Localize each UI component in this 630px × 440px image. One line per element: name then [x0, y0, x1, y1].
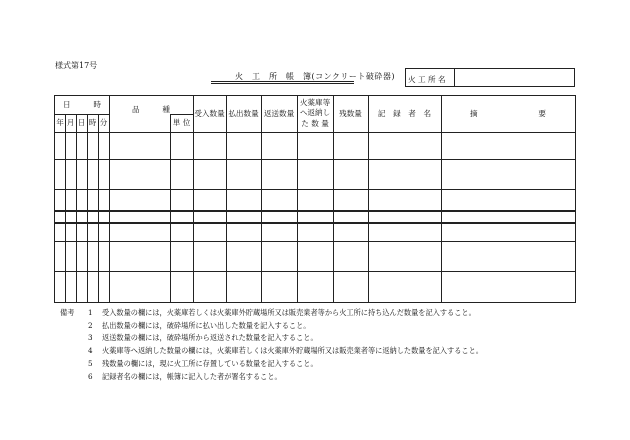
header-month: 月	[66, 118, 75, 127]
row-border	[170, 114, 193, 115]
header-minute: 分	[99, 118, 108, 127]
header-returned-storage-2: へ返納し	[299, 108, 331, 117]
note-item: 6 記録者名の欄には，帳簿に記入した者が署名すること。	[88, 371, 282, 381]
header-paid-out: 払出数量	[228, 109, 259, 118]
header-returned-storage-3: た 数 量	[301, 119, 329, 128]
note-item: 備考 1 受入数量の欄には，火薬庫若しくは火薬庫外貯蔵場所又は販売業者等から火工所に持ち込んだ数量を記入すること。	[60, 307, 483, 320]
row-border-thick	[55, 210, 575, 212]
header-hour: 時	[88, 118, 97, 127]
note-item: 5 残数量の欄には，現に火工所に存置している数量を記入すること。	[88, 358, 318, 368]
header-remaining: 残数量	[339, 109, 362, 118]
title-underline	[211, 81, 354, 82]
header-datetime: 日 時	[63, 100, 101, 109]
note-item: 3 返送数量の欄には，破砕場所から返送された数量を記入すること。	[88, 333, 318, 343]
header-returned-storage-1: 火薬庫等	[299, 98, 331, 107]
table-row[interactable]	[55, 133, 575, 159]
title-underline-double	[211, 83, 354, 84]
header-returned: 返送数量	[263, 109, 295, 118]
notes-section	[60, 307, 483, 383]
note-item: 2 払出数量の欄には，破砕場所に払い出した数量を記入すること。	[88, 320, 311, 330]
header-recorder: 記 録 者 名	[377, 109, 432, 118]
site-name-box	[405, 68, 575, 87]
table-row[interactable]	[55, 242, 575, 271]
ledger-table	[54, 95, 576, 303]
header-unit: 単 位	[172, 118, 191, 127]
header-received: 受入数量	[194, 109, 225, 118]
form-number: 様式第17号	[55, 61, 98, 70]
header-year: 年	[56, 118, 64, 127]
page-title: 火 工 所 帳 簿(コンクリート破砕器)	[234, 72, 396, 81]
table-row[interactable]	[55, 190, 575, 210]
row-border	[55, 114, 109, 115]
header-item: 品 種	[132, 105, 170, 114]
notes-heading: 備考	[60, 308, 75, 317]
table-row[interactable]	[55, 272, 575, 302]
site-name-field[interactable]	[455, 69, 574, 86]
header-remarks: 摘 要	[470, 109, 546, 118]
header-day: 日	[77, 118, 86, 127]
table-row[interactable]	[55, 224, 575, 241]
site-name-label: 火 工 所 名	[408, 75, 446, 84]
note-item: 4 火薬庫等へ返納した数量の欄には，火薬庫若しくは火薬庫外貯蔵場所又は販売業者等に返納した数量を記入すること。	[88, 346, 483, 356]
table-row[interactable]	[55, 160, 575, 189]
